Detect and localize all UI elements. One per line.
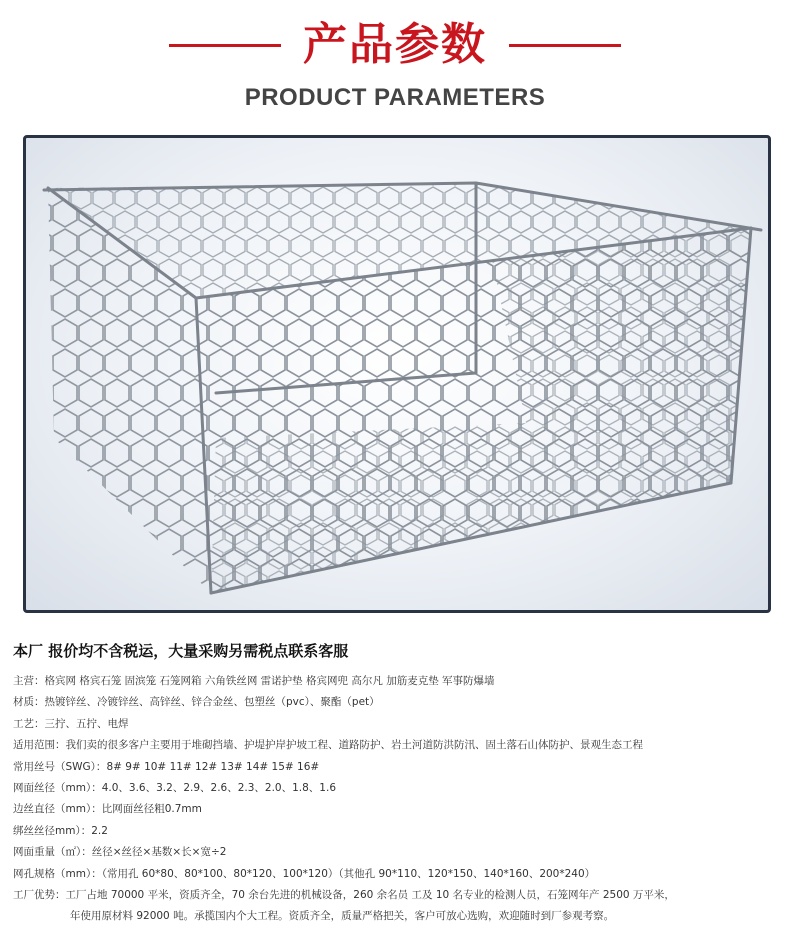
spec-key: 工厂优势：	[13, 889, 66, 902]
spec-row	[13, 821, 783, 842]
spec-key: 工艺：	[13, 717, 45, 730]
spec-key: 边丝直径（mm）：	[13, 803, 102, 816]
price-notice: 本厂 报价均不含税运，大量采购另需税点联系客服	[13, 642, 349, 660]
spec-value: 丝径×丝径×基数×长×宽÷2	[91, 846, 227, 859]
spec-key: 适用范围：	[13, 739, 66, 752]
spec-row	[13, 714, 783, 735]
spec-value: 三拧、五拧、电焊	[44, 717, 129, 730]
product-photo	[23, 135, 771, 613]
spec-key: 网孔规格（mm）：	[13, 867, 102, 880]
spec-value: 格宾网 格宾石笼 固滨笼 石笼网箱 六角铁丝网 雷诺护垫 格宾网兜 高尔凡 加筋麦克垫 军事防爆墙	[44, 675, 495, 687]
spec-row	[13, 842, 783, 863]
spec-key: 常用丝号（SWG）：	[13, 760, 107, 773]
spec-key: 网面丝径（mm）：	[13, 782, 102, 795]
title-row	[0, 16, 790, 74]
spec-value: 工厂占地 70000 平米，资质齐全，70 余台先进的机械设备，260 余名员 工及 10 名专业的检测人员，石笼网年产 2500 万平米，	[65, 889, 675, 902]
spec-row	[13, 757, 783, 778]
spec-row	[13, 735, 783, 756]
spec-row	[13, 799, 783, 820]
spec-key: 网面重量（㎡）：	[13, 846, 92, 859]
spec-value: 4.0、3.6、3.2、2.9、2.6、2.3、2.0、1.8、1.6	[101, 782, 337, 795]
spec-section	[13, 640, 783, 928]
spec-value: （常用孔 60*80、80*100、80*120、100*120）（其他孔 90*110、120*150、140*160、200*240）	[101, 867, 596, 880]
spec-row-continuation: 年使用原材料 92000 吨。承揽国内个大工程。资质齐全，质量严格把关，客户可放心选购，欢迎随时到厂参观考察。	[70, 910, 615, 923]
spec-key: 材质：	[13, 696, 45, 709]
header	[0, 0, 790, 125]
spec-row	[13, 671, 783, 692]
spec-value: 比网面丝径粗0.7mm	[101, 803, 202, 816]
spec-value: 我们卖的很多客户主要用于堆砌挡墙、护堤护岸护坡工程、道路防护、岩土河道防洪防汛、固土落石山体防护、景观生态工程	[65, 739, 643, 752]
spec-row	[13, 885, 783, 906]
spec-value: 8# 9# 10# 11# 12# 13# 14# 15# 16#	[106, 760, 320, 773]
title-right-line	[509, 44, 621, 47]
page-subtitle: PRODUCT PARAMETERS	[244, 84, 546, 111]
spec-value: 热镀锌丝、冷镀锌丝、高锌丝、锌合金丝、包塑丝（pvc）、聚酯（pet）	[44, 696, 380, 709]
spec-key: 绑丝丝径mm）：	[13, 824, 92, 837]
page-title: 产品参数	[303, 19, 487, 70]
gabion-mesh-box-photo	[26, 138, 768, 610]
spec-row	[13, 692, 783, 713]
spec-row	[13, 864, 783, 885]
spec-value: 2.2	[91, 824, 108, 837]
title-left-line	[169, 44, 281, 47]
spec-row	[13, 778, 783, 799]
spec-key: 主营：	[13, 675, 45, 687]
spec-list	[13, 671, 783, 906]
